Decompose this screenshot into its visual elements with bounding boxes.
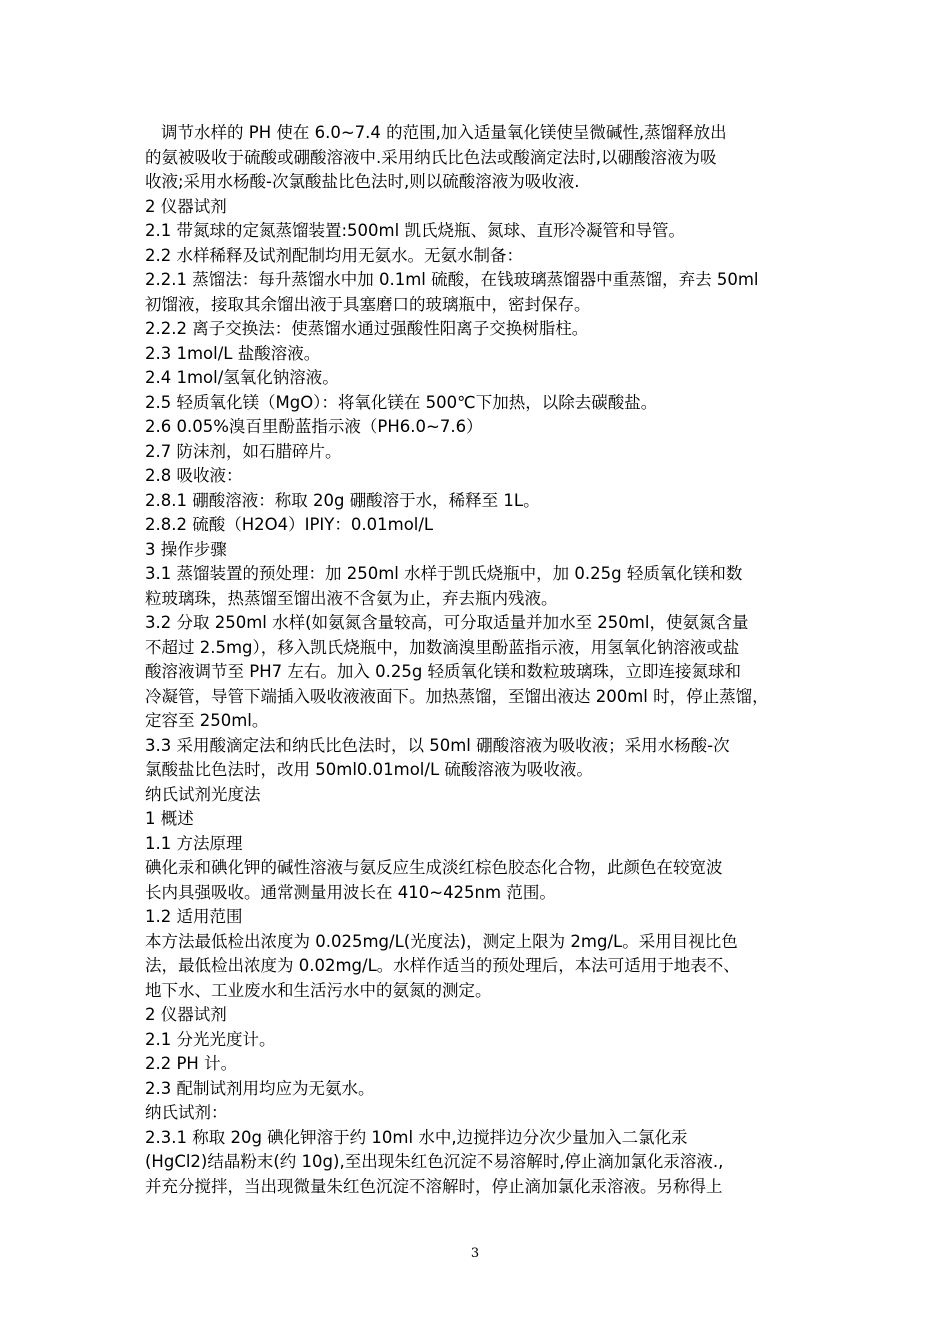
text-line: 收液;采用水杨酸-次氯酸盐比色法时,则以硫酸溶液为吸收液.	[145, 172, 580, 191]
text-line: 氯酸盐比色法时，改用 50ml0.01mol/L 硫酸溶液为吸收液。	[145, 760, 593, 779]
text-line: 定容至 250ml。	[145, 711, 269, 730]
text-line: 2.2 水样稀释及试剂配制均用无氨水。无氨水制备：	[145, 245, 523, 265]
text-line: 2.2 PH 计。	[145, 1054, 238, 1073]
text-line: 的氨被吸收于硫酸或硼酸溶液中.采用纳氏比色法或酸滴定法时,以硼酸溶液为吸	[145, 147, 717, 167]
text-line: 2.6 0.05%溴百里酚蓝指示液（PH6.0~7.6）	[145, 417, 483, 436]
text-line: 初馏液，接取其余馏出液于具塞磨口的玻璃瓶中，密封保存。	[145, 294, 591, 314]
section-heading: 2 仪器试剂	[145, 196, 227, 216]
section-heading: 3 操作步骤	[145, 539, 227, 559]
section-heading: 1 概述	[145, 809, 194, 828]
text-line: 地下水、工业废水和生活污水中的氨氮的测定。	[145, 980, 492, 1000]
text-line: 调节水样的 PH 使在 6.0~7.4 的范围,加入适量氧化镁使呈微碱性,蒸馏释放出	[161, 123, 727, 142]
text-line: 3.2 分取 250ml 水样(如氨氮含量较高，可分取适量并加水至 250ml，使氨氮含量	[145, 613, 749, 632]
text-line: 酸溶液调节至 PH7 左右。加入 0.25g 轻质氧化镁和数粒玻璃珠，立即连接氮球和	[145, 662, 742, 681]
text-line: 3.3 采用酸滴定法和纳氏比色法时，以 50ml 硼酸溶液为吸收液；采用水杨酸-次	[145, 735, 730, 755]
section-heading: 1.1 方法原理	[145, 833, 243, 853]
section-heading: 1.2 适用范围	[145, 907, 243, 926]
section-heading: 纳氏试剂光度法	[145, 784, 261, 804]
document-body	[145, 121, 815, 1199]
text-line: 2.8 吸收液：	[145, 466, 243, 485]
text-line: 2.1 分光光度计。	[145, 1029, 276, 1049]
text-line: 2.3.1 称取 20g 碘化钾溶于约 10ml 水中,边搅拌边分次少量加入二氯化汞	[145, 1127, 688, 1147]
text-line: 2.3 1mol/L 盐酸溶液。	[145, 343, 321, 363]
page-number: 3	[470, 1246, 480, 1261]
text-line: 2.1 带氮球的定氮蒸馏装置:500ml 凯氏烧瓶、氮球、直形冷凝管和导管。	[145, 221, 685, 240]
text-line: 不超过 2.5mg），移入凯氏烧瓶中，加数滴溴里酚蓝指示液，用氢氧化钠溶液或盐	[145, 637, 740, 657]
text-line: 长内具强吸收。通常测量用波长在 410~425nm 范围。	[145, 882, 556, 902]
text-line: 2.4 1mol/氢氧化钠溶液。	[145, 368, 339, 387]
text-line: 法，最低检出浓度为 0.02mg/L。水样作适当的预处理后，本法可适用于地表不、	[145, 956, 740, 975]
text-line: 2.7 防沫剂，如石腊碎片。	[145, 441, 342, 461]
text-line: 本方法最低检出浓度为 0.025mg/L(光度法)，测定上限为 2mg/L。采用目视比色	[145, 931, 738, 951]
text-line: 粒玻璃珠，热蒸馏至馏出液不含氨为止，弃去瓶内残液。	[145, 588, 558, 608]
text-line: 2.8.1 硼酸溶液：称取 20g 硼酸溶于水，稀释至 1L。	[145, 490, 540, 510]
text-line: 2.2.2 离子交换法：使蒸馏水通过强酸性阳离子交换树脂柱。	[145, 319, 589, 338]
text-line: 2.2.1 蒸馏法：每升蒸馏水中加 0.1ml 硫酸，在钱玻璃蒸馏器中重蒸馏，弃去 50ml	[145, 270, 759, 289]
text-line: 纳氏试剂：	[145, 1103, 228, 1122]
text-line: (HgCl2)结晶粉末(约 10g),至出现朱红色沉淀不易溶解时,停止滴加氯化汞溶液.,	[145, 1152, 724, 1171]
section-heading: 2 仪器试剂	[145, 1005, 227, 1024]
text-line: 3.1 蒸馏装置的预处理：加 250ml 水样于凯氏烧瓶中，加 0.25g 轻质氧化镁和数	[145, 564, 743, 583]
text-line: 碘化汞和碘化钾的碱性溶液与氨反应生成淡红棕色胶态化合物，此颜色在较宽波	[145, 858, 723, 877]
text-line: 2.8.2 硫酸（H2O4）IPIY：0.01mol/L	[145, 515, 434, 534]
text-line: 2.3 配制试剂用均应为无氨水。	[145, 1078, 375, 1098]
text-line: 冷凝管，导管下端插入吸收液液面下。加热蒸馏，至馏出液达 200ml 时，停止蒸馏，	[145, 686, 769, 706]
text-line: 2.5 轻质氧化镁（MgO）：将氧化镁在 500℃下加热，以除去碳酸盐。	[145, 392, 658, 412]
text-line: 并充分搅拌，当出现微量朱红色沉淀不溶解时，停止滴加氯化汞溶液。另称得上	[145, 1176, 723, 1196]
